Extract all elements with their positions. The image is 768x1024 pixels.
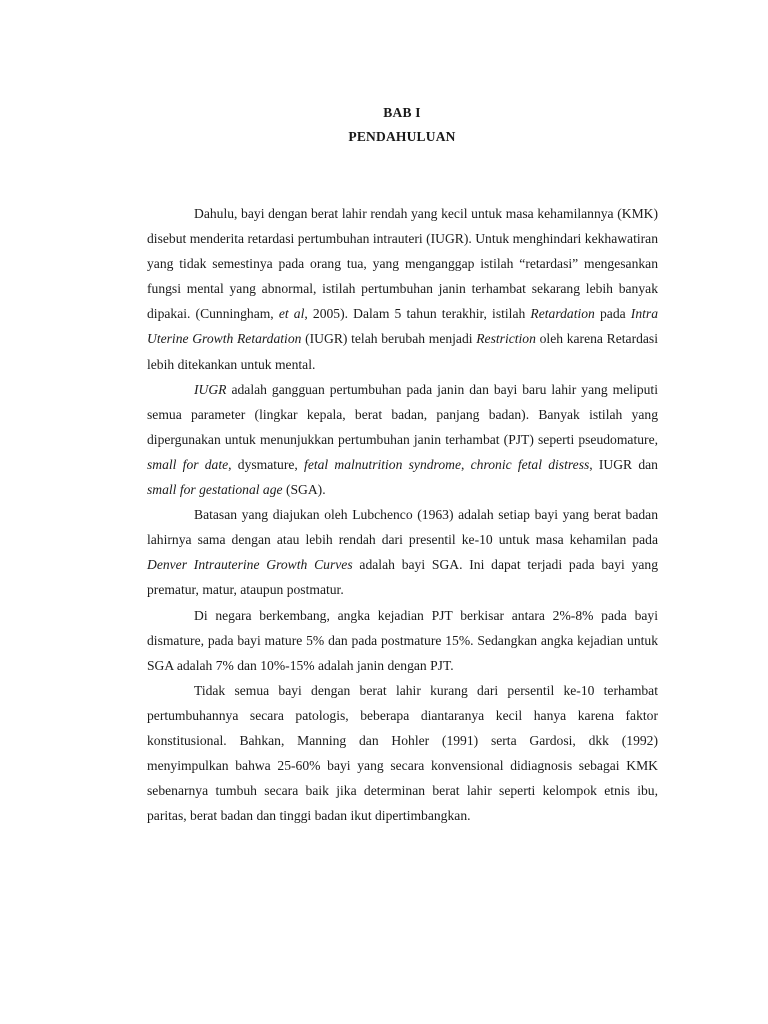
italic-text: IUGR	[194, 381, 227, 397]
text-run: adalah bayi SGA. Ini dapat terjadi pada bayi yang prematur, matur, ataupun postmatur.	[147, 557, 658, 598]
text-run: Batasan yang diajukan oleh Lubchenco (1963) adalah setiap bayi yang berat badan lahirnya sama dengan atau lebih rendah dari presentil ke-10 untuk masa kehamilan pada	[147, 507, 658, 548]
text-run: (SGA).	[282, 482, 326, 498]
paragraph	[147, 377, 658, 502]
paragraph	[147, 603, 658, 678]
italic-text: Retardation	[530, 306, 595, 322]
italic-text: et al	[278, 306, 305, 322]
text-run: pada	[594, 306, 631, 322]
text-run: Di negara berkembang, angka kejadian PJT berkisar antara 2%-8% pada bayi dismature, pada bayi mature 5% dan pada postmature 15%. Sedangkan angka kejadian untuk SGA adalah 7% dan 10%-15% adalah janin dengan PJT.	[147, 607, 658, 673]
paragraph	[147, 502, 658, 602]
paragraph	[147, 201, 658, 377]
text-run: ,	[460, 456, 471, 472]
chapter-number: BAB I	[383, 105, 421, 120]
chapter-title: PENDAHULUAN	[348, 129, 456, 144]
italic-text: Intra Uterine Growth Retardation	[147, 306, 658, 347]
text-run: Dahulu, bayi dengan berat lahir rendah yang kecil untuk masa kehamilannya (KMK) disebut menderita retardasi pertumbuhan intrauteri (IUGR). Untuk menghindari kekhawatiran yang tidak semestinya pada orang tua, yang menganggap istilah “retardasi” mengesankan fungsi mental yang abnormal, istilah pertumbuhan janin terhambat sekarang lebih banyak dipakai. (Cunningham,	[147, 206, 658, 322]
text-run: (IUGR) telah berubah menjadi	[301, 331, 477, 347]
text-run: oleh karena Retardasi lebih ditekankan untuk mental.	[147, 331, 658, 372]
italic-text: small for date	[147, 456, 229, 472]
body-text	[147, 201, 658, 828]
text-run: Tidak semua bayi dengan berat lahir kurang dari persentil ke-10 terhambat pertumbuhannya secara patologis, beberapa diantaranya kecil hanya karena faktor konstitusional. Bahkan, Manning dan Hohler (1991) serta Gardosi, dkk (1992) menyimpulkan bahwa 25-60% bayi yang secara konvensional didiagnosis sebagai KMK sebenarnya tumbuh secara baik jika determinan berat lahir seperti kelompok etnis ibu, paritas, berat badan dan tinggi badan ikut dipertimbangkan.	[147, 682, 658, 824]
italic-text: small for gestational age	[147, 482, 283, 498]
text-run: , dysmature,	[228, 456, 305, 472]
text-run: adalah gangguan pertumbuhan pada janin dan bayi baru lahir yang meliputi semua parameter (lingkar kepala, berat badan, panjang badan). Banyak istilah yang dipergunakan untuk menunjukkan pertumbuhan janin terhambat (PJT) seperti pseudomature,	[147, 381, 658, 447]
paragraph	[147, 678, 658, 829]
text-run: , IUGR dan	[589, 456, 658, 472]
italic-text: fetal malnutrition syndrome	[304, 456, 461, 472]
text-run: , 2005). Dalam 5 tahun terakhir, istilah	[304, 306, 531, 322]
italic-text: Denver Intrauterine Growth Curves	[147, 557, 353, 573]
italic-text: chronic fetal distress	[470, 456, 590, 472]
italic-text: Restriction	[476, 331, 536, 347]
